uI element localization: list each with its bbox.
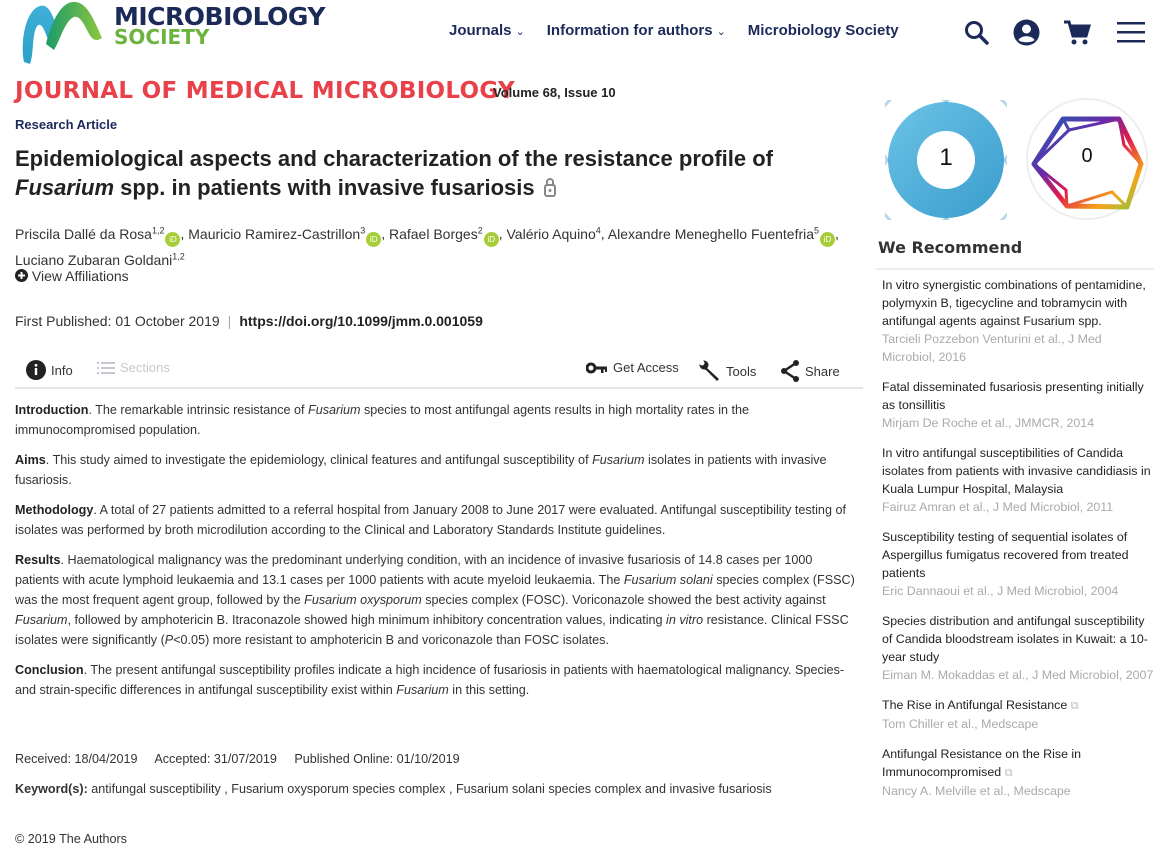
chevron-down-icon: ⌄ (515, 26, 525, 38)
tab-info[interactable] (26, 360, 73, 380)
tab-info-label: Info (51, 362, 73, 378)
keywords-label: Keyword(s): (15, 782, 88, 796)
view-affiliations-toggle[interactable] (15, 268, 129, 284)
orcid-icon[interactable]: iD (484, 232, 499, 247)
author-affiliation-number: 4 (595, 225, 601, 235)
search-icon[interactable] (964, 20, 990, 46)
recommendation-source: Tom Chiller et al., Medscape (882, 717, 1039, 731)
tab-sections-label: Sections (120, 360, 170, 375)
recommendation-list (876, 268, 1154, 812)
published-online-date: Published Online: 01/10/2019 (294, 752, 460, 766)
keywords-value[interactable]: antifungal susceptibility , Fusarium oxysporum species complex , Fusarium solani species complex and invasive fusariosis (91, 782, 772, 796)
abstract-text: Fusarium (396, 683, 449, 697)
recommendation-source: Fairuz Amran et al., J Med Microbiol, 2011 (882, 500, 1114, 514)
recommendation-item[interactable] (882, 612, 1154, 684)
menu-icon[interactable] (1117, 21, 1145, 43)
keywords (15, 782, 772, 796)
dimensions-score: 0 (1081, 145, 1093, 167)
author[interactable] (188, 226, 381, 242)
abstract-section-label: Conclusion (15, 663, 84, 677)
author[interactable] (507, 226, 601, 242)
abstract-text: Fusarium oxysporum (304, 593, 422, 607)
main-nav (449, 22, 899, 39)
journal-volume-issue[interactable]: Volume 68, Issue 10 (493, 85, 616, 100)
abstract-text: , followed by amphotericin B. Itraconazole showed high minimum inhibitory concentration values, indicating (67, 613, 667, 627)
publication-info (15, 313, 483, 329)
abstract-text: in this setting. (448, 683, 530, 697)
site-logo[interactable] (18, 0, 326, 70)
info-icon (26, 360, 46, 380)
author-name: Alexandre Meneghello Fuentefria (607, 225, 815, 242)
share-button[interactable] (780, 360, 840, 382)
abstract-paragraph (15, 400, 855, 440)
abstract-text: . The remarkable intrinsic resistance of (88, 403, 309, 417)
title-text: spp. in patients with invasive fusariosis (114, 175, 535, 200)
abstract-text: . A total of 27 patients admitted to a referral hospital from January 2008 to June 2017 were evaluated. Antifungal susceptibility testing of isolates was performed by broth microdilution according to the Clinical and Laboratory Standards Institute guidelines. (15, 503, 846, 537)
altmetric-score: 1 (939, 144, 953, 171)
orcid-icon[interactable]: iD (820, 232, 835, 247)
author-affiliation-number: 2 (477, 225, 483, 235)
author-affiliation-number: 5 (814, 225, 820, 235)
view-affiliations-label: View Affiliations (31, 268, 129, 284)
abstract-text: Fusarium solani (623, 573, 713, 587)
abstract-text: Fusarium (308, 403, 361, 417)
abstract (15, 400, 855, 710)
nav-information-for-authors[interactable] (547, 22, 726, 39)
title-italic: Fusarium (15, 175, 115, 200)
recommendation-title[interactable]: Antifungal Resistance on the Rise in Immunocompromised (882, 747, 1082, 779)
recommendation-title-row (882, 276, 1154, 330)
logo-text-microbiology: MICROBIOLOGY (114, 2, 326, 31)
journal-title[interactable]: JOURNAL OF MEDICAL MICROBIOLOGY (15, 78, 516, 104)
article-dates (15, 752, 460, 766)
copyright: © 2019 The Authors (15, 832, 127, 846)
list-icon (97, 361, 115, 375)
author[interactable] (389, 226, 499, 242)
altmetric-badge[interactable] (885, 100, 1007, 220)
dimensions-badge[interactable] (1026, 98, 1148, 220)
tools-button[interactable] (699, 360, 756, 382)
abstract-text: resistance. Clinical FSSC isolates were significantly ( (15, 613, 849, 647)
abstract-text: in vitro (666, 613, 704, 627)
abstract-section-label: Results (15, 553, 61, 567)
microbiology-society-logo-mark (18, 0, 108, 68)
recommendation-item[interactable] (882, 276, 1154, 366)
abstract-text: species to most antifungal agents results in high mortality rates in the immunocompromised population. (15, 403, 750, 437)
author-name: Valério Aquino (506, 225, 596, 242)
recommendation-title[interactable]: Fatal disseminated fusariosis presenting initially as tonsillitis (882, 380, 1144, 412)
we-recommend-heading: We Recommend (878, 238, 1023, 257)
abstract-paragraph (15, 500, 855, 540)
abstract-section-label: Aims (15, 453, 46, 467)
nav-journals[interactable] (449, 22, 525, 39)
tab-sections[interactable] (97, 360, 170, 375)
recommendation-title-row (882, 745, 1154, 782)
abstract-text: <0.05) more resistant to amphotericin B and voriconazole than FOSC isolates. (173, 633, 609, 647)
abstract-paragraph (15, 660, 855, 700)
recommendation-source: Tarcieli Pozzebon Venturini et al., J Med Microbiol, 2016 (882, 332, 1102, 364)
external-link-icon: ⧉ (1070, 700, 1079, 712)
nav-label: Information for authors (546, 22, 713, 39)
nav-microbiology-society[interactable] (748, 22, 899, 39)
orcid-icon[interactable]: iD (366, 232, 381, 247)
plus-circle-icon (15, 269, 28, 282)
author[interactable] (15, 252, 185, 268)
open-access-lock-icon (544, 177, 556, 197)
author[interactable] (15, 226, 180, 242)
recommendation-title-row (882, 528, 1154, 582)
author-name: Priscila Dallé da Rosa (15, 225, 152, 242)
nav-label: Journals (449, 22, 512, 39)
article-toolbar (15, 356, 863, 389)
abstract-text: . The present antifungal susceptibility profiles indicate a high incidence of fusariosis in patients with haematological malignancy. Species- and strain-specific differences in antifungal susceptibility exist within (15, 663, 845, 697)
abstract-text: species complex (FOSC). Voriconazole showed the best activity against (421, 593, 826, 607)
recommendation-title[interactable]: Species distribution and antifungal susceptibility of Candida bloodstream isolates in Kuwait: a 10-year study (882, 614, 1148, 664)
recommendation-source: Mirjam De Roche et al., JMMCR, 2014 (882, 416, 1095, 430)
first-published: First Published: 01 October 2019 (15, 313, 220, 329)
author-affiliation-number: 3 (360, 225, 366, 235)
recommendation-item[interactable] (882, 444, 1154, 516)
abstract-text: Fusarium (592, 453, 645, 467)
recommendation-title[interactable]: Susceptibility testing of sequential isolates of Aspergillus fumigatus recovered from treated patients (882, 530, 1129, 580)
abstract-text: P (164, 633, 174, 647)
share-icon (780, 360, 800, 382)
external-link-icon: ⧉ (1004, 767, 1013, 779)
article-type: Research Article (15, 117, 118, 132)
author-name: Mauricio Ramirez-Castrillon (188, 225, 361, 242)
doi-link[interactable]: https://doi.org/10.1099/jmm.0.001059 (239, 313, 483, 329)
share-label: Share (805, 363, 840, 379)
recommendation-source: Nancy A. Melville et al., Medscape (882, 784, 1071, 798)
nav-label: Microbiology Society (747, 22, 899, 39)
recommendation-item[interactable] (882, 745, 1154, 800)
abstract-section-label: Introduction (15, 403, 89, 417)
recommendation-source: Eiman M. Mokaddas et al., J Med Microbiol, 2007 (882, 668, 1154, 682)
recommendation-item[interactable] (882, 696, 1154, 733)
wrench-icon (699, 360, 721, 382)
title-text: Epidemiological aspects and characterization of the resistance profile of (15, 146, 773, 171)
get-access-button[interactable] (586, 360, 679, 375)
divider: | (227, 313, 232, 329)
accepted-date: Accepted: 31/07/2019 (154, 752, 277, 766)
recommendation-source: Eric Dannaoui et al., J Med Microbiol, 2004 (882, 584, 1119, 598)
abstract-paragraph (15, 550, 855, 650)
account-icon[interactable] (1013, 19, 1040, 46)
abstract-text: species complex (FSSC) was the most frequent agent group, followed by the (15, 573, 855, 607)
author[interactable] (608, 226, 835, 242)
abstract-section-label: Methodology (15, 503, 94, 517)
recommendation-title[interactable]: In vitro synergistic combinations of pentamidine, polymyxin B, tigecycline and tobramycin with antifungal agents against Fusarium spp. (882, 278, 1146, 328)
recommendation-title[interactable]: The Rise in Antifungal Resistance (882, 698, 1068, 712)
author-affiliation-number: 1,2 (151, 225, 165, 235)
get-access-label: Get Access (613, 360, 679, 375)
tools-label: Tools (726, 363, 757, 379)
abstract-text: . Haematological malignancy was the predominant underlying condition, with an incidence of invasive fusariosis of 14.8 cases per 1000 patients with acute lymphoid leukaemia and 13.1 cases per 1000 patients with acute myeloid leukaemia. The (15, 553, 813, 587)
orcid-icon[interactable]: iD (165, 232, 180, 247)
recommendation-item[interactable] (882, 378, 1154, 432)
author-affiliation-number: 1,2 (172, 251, 185, 262)
abstract-text: . This study aimed to investigate the epidemiology, clinical features and antifungal susceptibility of (45, 453, 593, 467)
recommendation-title-row (882, 444, 1154, 498)
author-list: Priscila Dallé da Rosa$^{1,2}$iD , Mauricio Ramirez-Castrillon$^3$iD , Rafael Borges$^2$iD , Valério Aquino$^4$, Alexandre Meneghello Fuentefria$^5$iD , Luciano Zubaran Goldani$^{1,2}$ (15, 225, 839, 269)
recommendation-title-row (882, 378, 1154, 414)
logo-text-society: SOCIETY (114, 25, 210, 49)
key-icon (586, 362, 608, 374)
recommendation-title-row (882, 612, 1154, 666)
abstract-text: isolates in patients with invasive fusariosis. (15, 453, 827, 487)
author-name: Luciano Zubaran Goldani (15, 252, 173, 269)
cart-icon[interactable] (1063, 20, 1091, 46)
abstract-text: Fusarium (15, 613, 68, 627)
chevron-down-icon: ⌄ (716, 26, 726, 38)
article-title (15, 144, 875, 202)
recommendation-title[interactable]: In vitro antifungal susceptibilities of Candida isolates from patients with invasive candidiasis in Kuala Lumpur Hospital, Malaysia (882, 446, 1151, 496)
author-name: Rafael Borges (388, 225, 478, 242)
received-date: Received: 18/04/2019 (15, 752, 138, 766)
recommendation-title-row (882, 696, 1154, 715)
recommendation-item[interactable] (882, 528, 1154, 600)
abstract-paragraph (15, 450, 855, 490)
